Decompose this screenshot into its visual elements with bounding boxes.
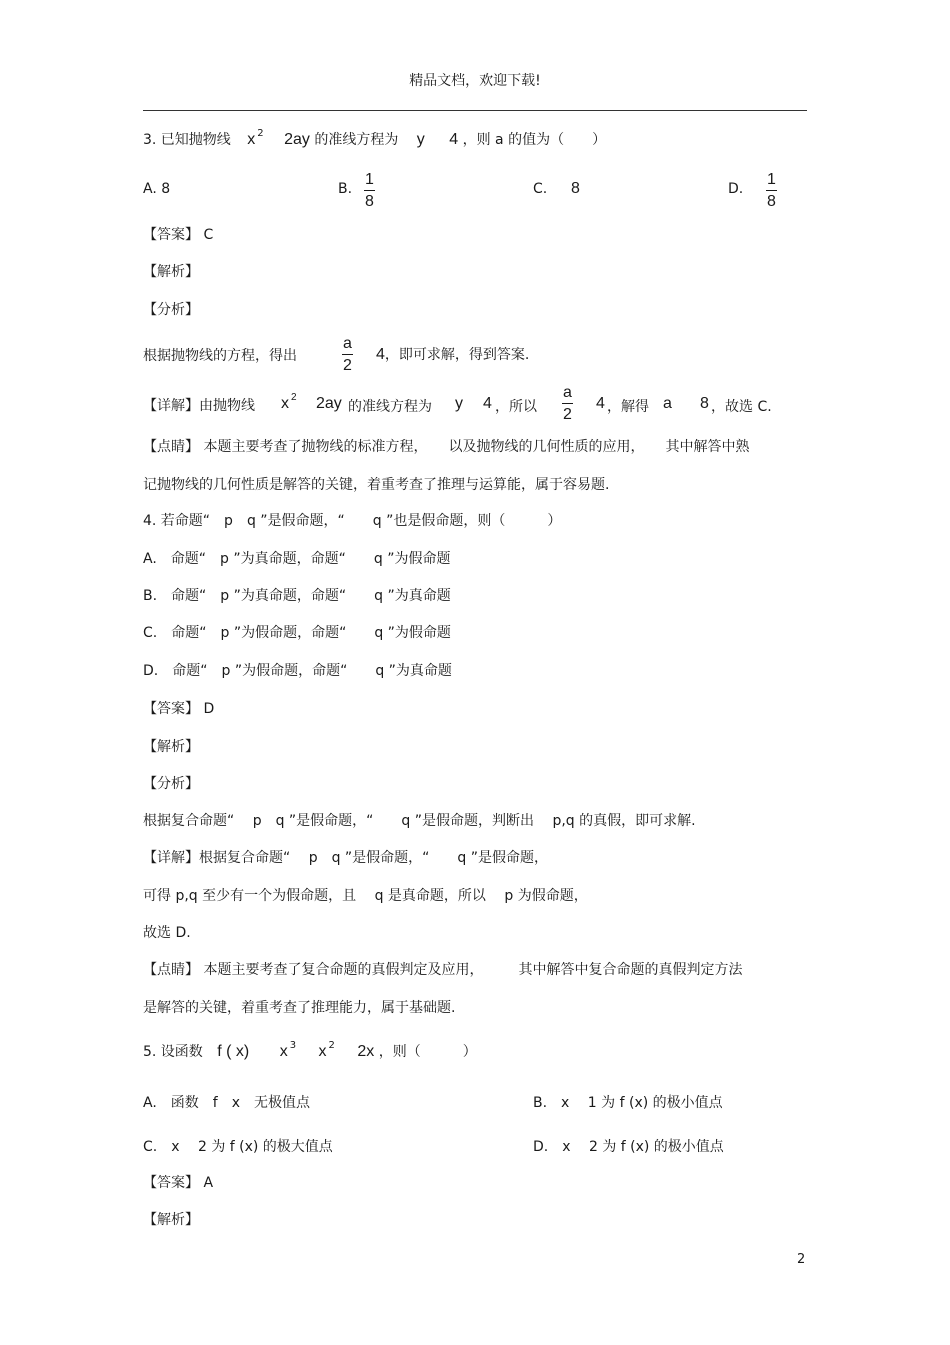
q5-answer: 【答案】 A <box>143 1175 214 1191</box>
q3-analysis-denominator: 2 <box>343 357 352 374</box>
q3-2ay: 2ay <box>284 131 310 148</box>
q3-option-b-label: B. <box>338 181 353 197</box>
q3-detail-mid: 的准线方程为 <box>348 399 432 415</box>
q3-option-d-numerator: 1 <box>766 171 777 191</box>
q5-x3: x <box>279 1043 288 1060</box>
q3-detail-2ay: 2ay <box>316 395 342 412</box>
q5-option-b: B. x 1 为 f (x) 的极小值点 <box>533 1095 723 1111</box>
q4-option-c: C. 命题“ p ”为假命题，命题“ q ”为假命题 <box>143 625 451 641</box>
q4-analysis: 根据复合命题“ p q ”是假命题，“ q ”是假命题，判断出 p,q 的真假，即可求解. <box>143 813 696 829</box>
q3-analysis-numerator: a <box>342 335 353 355</box>
q3-option-c-value: 8 <box>571 180 580 197</box>
q3-detail-x: x $^2$ <box>281 392 297 412</box>
q5-option-d: D. x 2 为 f (x) 的极小值点 <box>533 1139 724 1155</box>
header-divider <box>143 110 807 111</box>
q3-y: y <box>416 131 425 148</box>
q3-option-b-denominator: 8 <box>365 193 374 210</box>
q3-stem-mid: 的准线方程为 <box>314 132 399 148</box>
q5-option-a: A. 函数 f x 无极值点 <box>143 1095 310 1111</box>
q3-analysis-prefix: 根据抛物线的方程，得出 <box>143 348 297 364</box>
q3-stem-prefix: 3. 已知抛物线 <box>143 132 231 148</box>
q4-detail-line1: 【详解】根据复合命题“ p q ”是假命题，“ q ”是假命题， <box>143 850 549 866</box>
q5-jiexi-heading: 【解析】 <box>143 1212 199 1228</box>
q4-dianjing-line1: 【点睛】 本题主要考查了复合命题的真假判定及应用， 其中解答中复合命题的真假判定方法 <box>143 962 743 978</box>
page-number: 2 <box>797 1252 806 1267</box>
q3-detail-denominator: 2 <box>563 406 572 423</box>
q3-option-c-label: C. <box>533 181 548 197</box>
q3-detail-numerator: a <box>562 384 573 404</box>
q3-analysis-four: 4 <box>376 346 385 363</box>
q3-analysis-fraction <box>342 335 353 375</box>
q3-x: x <box>247 131 256 148</box>
q3-detail-eight: 8 <box>700 395 709 412</box>
q4-dianjing-line2: 是解答的关键，着重考查了推理能力，属于基础题. <box>143 1000 456 1016</box>
q4-stem: 4. 若命题“ p q ”是假命题，“ q ”也是假命题，则（ ） <box>143 513 562 529</box>
q5-option-c: C. x 2 为 f (x) 的极大值点 <box>143 1139 333 1155</box>
q4-detail-line2: 可得 p,q 至少有一个为假命题，且 q 是真命题，所以 p 为假命题， <box>143 888 588 904</box>
q5-stem-prefix: 5. 设函数 <box>143 1044 203 1060</box>
q5-e2: 2 <box>328 1040 335 1051</box>
q3-dianjing-line2: 记抛物线的几何性质是解答的关键，着重考查了推理与运算能，属于容易题. <box>143 477 610 493</box>
q3-answer: 【答案】 C <box>143 227 214 243</box>
q4-fenxi-heading: 【分析】 <box>143 776 199 792</box>
q3-detail-y: y <box>455 395 463 412</box>
q3-analysis-tail <box>376 344 529 364</box>
q3-detail-suoyi: ，所以 <box>495 399 537 415</box>
q4-option-a: A. 命题“ p ”为真命题，命题“ q ”为假命题 <box>143 551 451 567</box>
q3-jiexi-heading: 【解析】 <box>143 264 199 280</box>
q5-x2: x <box>318 1043 327 1060</box>
q3-stem <box>143 130 606 152</box>
q3-four: 4 <box>449 131 459 148</box>
q5-fx: f ( x) <box>217 1043 250 1060</box>
q4-option-b: B. 命题“ p ”为真命题，命题“ q ”为真命题 <box>143 588 451 604</box>
q3-analysis-suffix: ，即可求解，得到答案. <box>384 347 530 363</box>
q3-detail-fraction <box>562 384 573 424</box>
q5-e3: 3 <box>289 1040 297 1051</box>
q3-exp: 2 <box>257 128 264 139</box>
q3-detail-four2: 4 <box>596 395 605 412</box>
q3-fenxi-heading: 【分析】 <box>143 302 199 318</box>
q3-option-d-label: D. <box>728 181 744 197</box>
q4-jiexi-heading: 【解析】 <box>143 739 199 755</box>
q3-option-b-fraction <box>364 171 375 211</box>
page-header: 精品文档，欢迎下载! <box>409 73 541 89</box>
q5-stem-suffix: ，则（ ） <box>378 1044 477 1060</box>
q5-2x: 2x <box>357 1043 375 1060</box>
q4-option-d: D. 命题“ p ”为假命题，命题“ q ”为真命题 <box>143 663 452 679</box>
q3-option-d-fraction <box>766 171 777 211</box>
q3-option-d-denominator: 8 <box>767 193 776 210</box>
q3-detail-prefix: 【详解】由抛物线 <box>143 398 255 414</box>
q3-stem-suffix: ，则 a 的值为（ ） <box>462 132 607 148</box>
q3-option-a: A. 8 <box>143 181 171 197</box>
q5-stem <box>143 1042 477 1064</box>
q3-detail-four: 4 <box>483 395 492 412</box>
q4-answer: 【答案】 D <box>143 701 215 717</box>
q3-detail-a: a <box>663 395 672 412</box>
q3-detail-jiede: ，解得 <box>607 399 649 415</box>
q3-option-b-numerator: 1 <box>364 171 375 191</box>
q3-dianjing-line1: 【点睛】 本题主要考查了抛物线的标准方程， 以及抛物线的几何性质的应用， 其中解答中熟 <box>143 439 750 455</box>
q4-detail-line3: 故选 D. <box>143 925 191 941</box>
q3-detail-end: ，故选 C. <box>711 399 772 415</box>
